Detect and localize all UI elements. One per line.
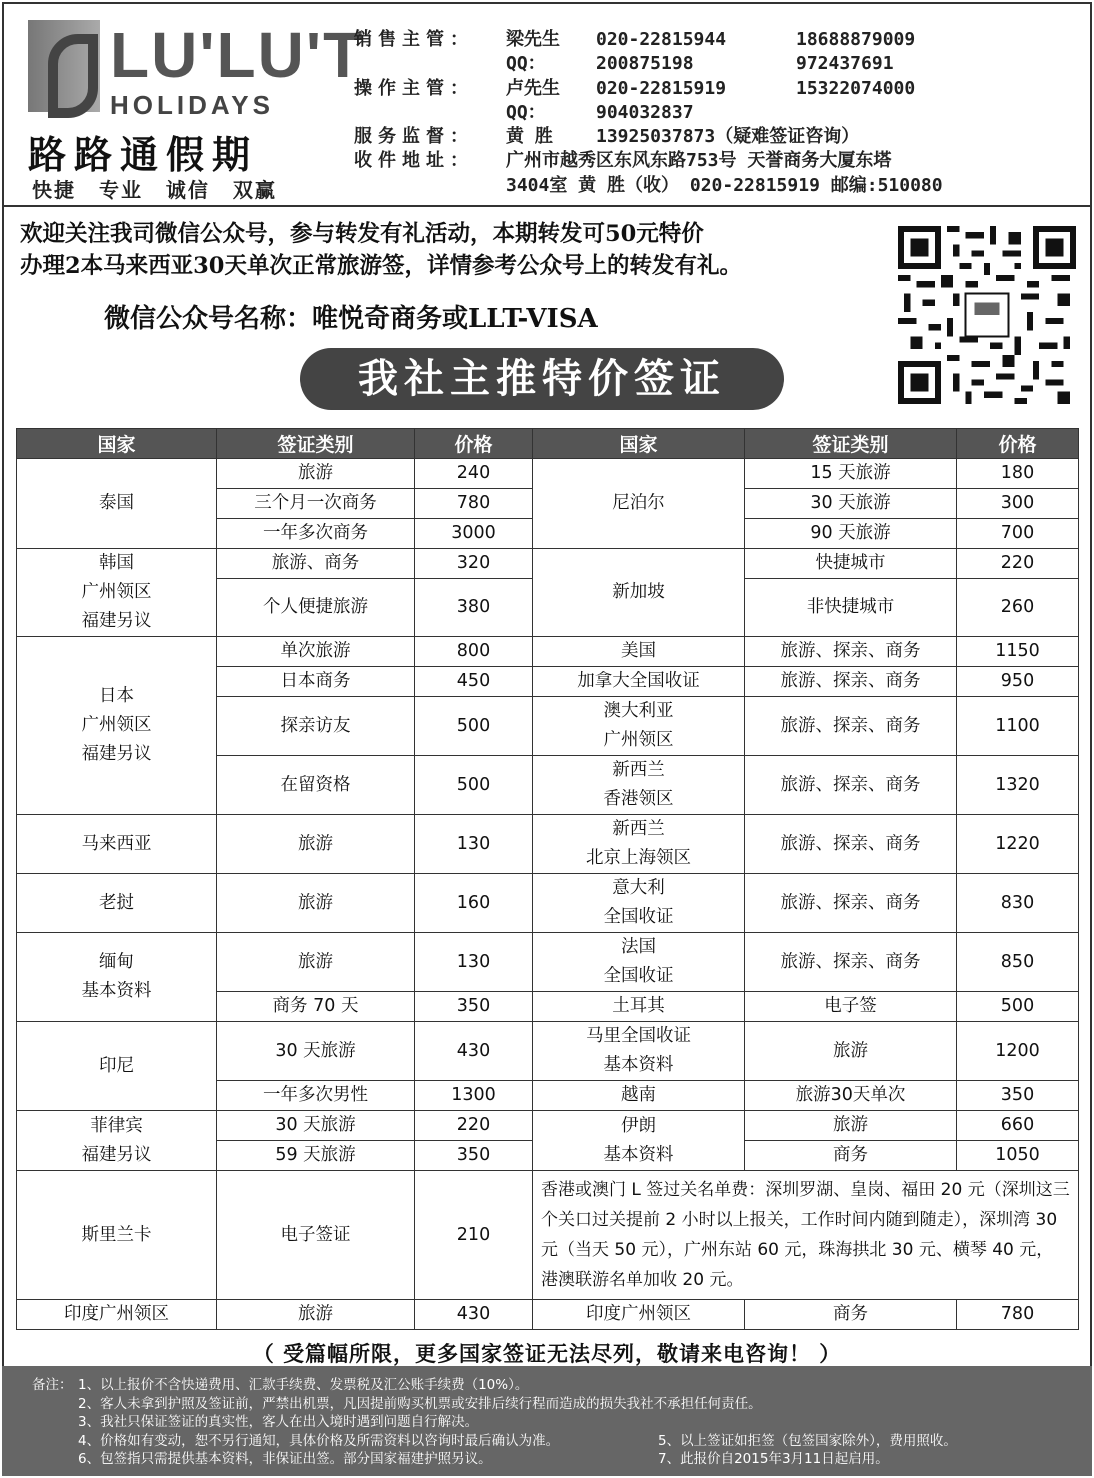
price-cell: 220 (957, 549, 1079, 579)
price-cell: 1320 (957, 756, 1079, 815)
country-cell: 意大利 全国收证 (533, 874, 745, 933)
contact-key: 销售主管： (354, 29, 474, 50)
visa-type-cell: 探亲访友 (217, 697, 415, 756)
country-cell: 美国 (533, 637, 745, 667)
visa-type-cell: 59 天旅游 (217, 1141, 415, 1171)
price-cell: 780 (957, 1300, 1079, 1330)
price-cell: 800 (415, 637, 533, 667)
country-cell: 菲律宾 福建另议 (17, 1111, 217, 1171)
contact-name: 梁先生 (506, 29, 560, 50)
price-cell: 160 (415, 874, 533, 933)
price-cell: 500 (415, 697, 533, 756)
visa-type-cell: 旅游、探亲、商务 (745, 637, 957, 667)
table-row (17, 1300, 1079, 1330)
wechat-account-name: 微信公众号名称：唯悦奇商务或LLT-VISA (104, 304, 598, 334)
remark-item: 7、此报价自2015年3月11日起启用。 (658, 1451, 889, 1467)
column-header: 价格 (415, 429, 533, 459)
contact-address: 3404室 黄 胜（收） 020-22815919 邮编:510080 (506, 174, 943, 196)
contact-row (354, 125, 1074, 149)
visa-type-cell: 旅游 (217, 815, 415, 874)
price-cell: 180 (957, 459, 1079, 489)
contact-address: 广州市越秀区东风东路753号 天誉商务大厦东塔 (506, 150, 892, 172)
remark-row (32, 1413, 1092, 1432)
visa-type-cell: 三个月一次商务 (217, 489, 415, 519)
contact-qq-label: QQ： (506, 53, 546, 75)
visa-type-cell: 商务 (745, 1141, 957, 1171)
contact-name: 黄 胜 (506, 126, 553, 148)
table-row (17, 459, 1079, 489)
price-cell: 1050 (957, 1141, 1079, 1171)
visa-type-cell: 旅游、商务 (217, 549, 415, 579)
price-cell: 500 (415, 756, 533, 815)
price-cell: 660 (957, 1111, 1079, 1141)
promo-text (20, 218, 742, 282)
brand-slogan: 快捷 专业 诚信 双赢 (32, 178, 277, 202)
contact-phone: 020-22815944 (596, 29, 727, 50)
remark-row (32, 1376, 1092, 1395)
price-cell: 350 (957, 1081, 1079, 1111)
visa-type-cell: 15 天旅游 (745, 459, 957, 489)
remark-item: 2、客人未拿到护照及签证前，严禁出机票，凡因提前购买机票或安排后续行程而造成的损失我社不承担任何责任。 (78, 1395, 762, 1412)
column-header: 签证类别 (745, 429, 957, 459)
country-cell: 尼泊尔 (533, 459, 745, 549)
contact-name: 卢先生 (506, 77, 560, 99)
contact-key: 服务监督： (354, 126, 474, 148)
remark-row (32, 1395, 1092, 1414)
visa-type-cell: 一年多次商务 (217, 519, 415, 549)
visa-type-cell: 旅游30天单次 (745, 1081, 957, 1111)
visa-type-cell: 30 天旅游 (217, 1111, 415, 1141)
visa-type-cell: 旅游 (217, 1300, 415, 1330)
visa-type-cell: 旅游 (217, 874, 415, 933)
visa-type-cell: 商务 (745, 1300, 957, 1330)
price-cell: 830 (957, 874, 1079, 933)
table-row (17, 1111, 1079, 1141)
price-cell: 700 (957, 519, 1079, 549)
price-cell: 780 (415, 489, 533, 519)
visa-type-cell: 非快捷城市 (745, 579, 957, 637)
remark-item: 1、以上报价不含快递费用、汇款手续费、发票税及汇公账手续费（10%）。 (78, 1377, 529, 1393)
promo-line: 欢迎关注我司微信公众号，参与转发有礼活动，本期转发可50元特价 (20, 221, 704, 247)
contact-key (354, 174, 506, 198)
price-cell: 130 (415, 933, 533, 992)
column-header: 价格 (957, 429, 1079, 459)
country-cell: 缅甸 基本资料 (17, 933, 217, 1022)
price-cell: 320 (415, 549, 533, 579)
country-cell: 日本 广州领区 福建另议 (17, 637, 217, 815)
contact-row (354, 52, 1074, 76)
table-row (17, 874, 1079, 933)
price-cell: 430 (415, 1022, 533, 1081)
visa-type-cell: 旅游、探亲、商务 (745, 933, 957, 992)
remark-row (32, 1450, 1092, 1469)
contact-key (354, 101, 506, 125)
contact-row (354, 149, 1074, 173)
contact-qq: 904032837 (596, 101, 694, 123)
contact-phone: 020-22815919 (596, 77, 727, 99)
contact-row (354, 28, 1074, 52)
visa-type-cell: 旅游、探亲、商务 (745, 667, 957, 697)
contact-key: 收件地址： (354, 150, 474, 172)
brand-name-cn: 路路通假期 (28, 132, 259, 177)
remark-item: 3、我社只保证签证的真实性，客人在出入境时遇到问题自行解决。 (78, 1414, 479, 1430)
country-cell: 马来西亚 (17, 815, 217, 874)
contact-key: 操作主管： (354, 77, 474, 99)
visa-type-cell: 快捷城市 (745, 549, 957, 579)
table-row (17, 1171, 1079, 1300)
visa-type-cell: 单次旅游 (217, 637, 415, 667)
visa-price-table (16, 428, 1079, 1330)
brand-logo-subtext: HOLIDAYS (110, 90, 274, 120)
country-cell: 新加坡 (533, 549, 745, 637)
price-cell: 220 (415, 1111, 533, 1141)
remark-row (32, 1432, 1092, 1451)
remark-item: 6、包签指只需提供基本资料，非保证出签。部分国家福建护照另议。 (78, 1451, 492, 1467)
visa-type-cell: 个人便捷旅游 (217, 579, 415, 637)
price-cell: 1200 (957, 1022, 1079, 1081)
price-cell: 240 (415, 459, 533, 489)
page-title: 我社主推特价签证 (300, 348, 784, 410)
price-cell: 1100 (957, 697, 1079, 756)
country-cell: 越南 (533, 1081, 745, 1111)
contact-phone: 13925037873（疑难签证咨询） (596, 126, 860, 148)
brand-logo-text: LU'LU'T (110, 19, 365, 91)
price-cell: 450 (415, 667, 533, 697)
company-logo (24, 16, 365, 202)
remarks-box (2, 1366, 1092, 1476)
remark-item: 4、价格如有变动，恕不另行通知，具体价格及所需资料以咨询时最后确认为准。 (78, 1432, 560, 1449)
country-cell: 印度广州领区 (17, 1300, 217, 1330)
contact-block (354, 28, 1074, 198)
table-header-row (17, 429, 1079, 459)
country-cell: 新西兰 香港领区 (533, 756, 745, 815)
country-cell: 印度广州领区 (533, 1300, 745, 1330)
price-cell: 500 (957, 992, 1079, 1022)
country-cell: 澳大利亚 广州领区 (533, 697, 745, 756)
price-cell: 1300 (415, 1081, 533, 1111)
visa-type-cell: 电子签 (745, 992, 957, 1022)
country-cell: 泰国 (17, 459, 217, 549)
country-cell: 韩国 广州领区 福建另议 (17, 549, 217, 637)
header-divider (2, 205, 1092, 207)
price-cell: 300 (957, 489, 1079, 519)
hk-macau-fee-note: 香港或澳门 L 签过关名单费：深圳罗湖、皇岗、福田 20 元（深圳这三个关口过关提前 2 小时以上报关，工作时间内随到随走），深圳湾 30 元（当天 50 元），广州东站 60 元，珠海拱北 30 元、横琴 40 元，港澳联游名单加收 20 元。 (533, 1171, 1079, 1300)
contact-qq: 200875198 (596, 53, 694, 75)
contact-qq: 972437691 (796, 53, 894, 75)
visa-type-cell: 旅游 (217, 933, 415, 992)
visa-type-cell: 旅游、探亲、商务 (745, 697, 957, 756)
contact-row (354, 101, 1074, 125)
price-cell: 1220 (957, 815, 1079, 874)
contact-row (354, 77, 1074, 101)
contact-key (354, 52, 506, 76)
table-row (17, 815, 1079, 874)
visa-type-cell: 在留资格 (217, 756, 415, 815)
column-header: 签证类别 (217, 429, 415, 459)
price-cell: 850 (957, 933, 1079, 992)
price-cell: 1150 (957, 637, 1079, 667)
country-cell: 马里全国收证 基本资料 (533, 1022, 745, 1081)
qr-code-icon[interactable] (898, 226, 1076, 404)
contact-qq-label: QQ： (506, 101, 546, 123)
visa-type-cell: 旅游、探亲、商务 (745, 815, 957, 874)
price-cell: 260 (957, 579, 1079, 637)
price-cell: 380 (415, 579, 533, 637)
country-cell: 土耳其 (533, 992, 745, 1022)
country-cell: 法国 全国收证 (533, 933, 745, 992)
promo-line: 办理2本马来西亚30天单次正常旅游签，详情参考公众号上的转发有礼。 (20, 253, 742, 279)
contact-mobile: 15322074000 (796, 77, 916, 99)
visa-type-cell: 90 天旅游 (745, 519, 957, 549)
country-cell: 印尼 (17, 1022, 217, 1111)
contact-mobile: 18688879009 (796, 29, 916, 50)
table-row (17, 637, 1079, 667)
visa-type-cell: 旅游 (217, 459, 415, 489)
table-row (17, 549, 1079, 579)
price-cell: 350 (415, 1141, 533, 1171)
visa-type-cell: 日本商务 (217, 667, 415, 697)
more-countries-note: （ 受篇幅所限，更多国家签证无法尽列，敬请来电咨询！ ） (252, 1342, 842, 1366)
price-cell: 350 (415, 992, 533, 1022)
table-row (17, 933, 1079, 992)
remarks-label: 备注： (32, 1377, 73, 1393)
country-cell: 斯里兰卡 (17, 1171, 217, 1300)
visa-type-cell: 30 天旅游 (745, 489, 957, 519)
contact-row (354, 174, 1074, 198)
visa-type-cell: 旅游、探亲、商务 (745, 874, 957, 933)
column-header: 国家 (533, 429, 745, 459)
price-cell: 3000 (415, 519, 533, 549)
country-cell: 老挝 (17, 874, 217, 933)
visa-type-cell: 电子签证 (217, 1171, 415, 1300)
visa-type-cell: 旅游、探亲、商务 (745, 756, 957, 815)
country-cell: 加拿大全国收证 (533, 667, 745, 697)
price-cell: 950 (957, 667, 1079, 697)
column-header: 国家 (17, 429, 217, 459)
price-cell: 130 (415, 815, 533, 874)
visa-type-cell: 旅游 (745, 1022, 957, 1081)
visa-type-cell: 一年多次男性 (217, 1081, 415, 1111)
visa-type-cell: 商务 70 天 (217, 992, 415, 1022)
price-cell: 210 (415, 1171, 533, 1300)
visa-type-cell: 旅游 (745, 1111, 957, 1141)
visa-type-cell: 30 天旅游 (217, 1022, 415, 1081)
remark-item: 5、以上签证如拒签（包签国家除外），费用照收。 (658, 1432, 957, 1449)
country-cell: 新西兰 北京上海领区 (533, 815, 745, 874)
price-cell: 430 (415, 1300, 533, 1330)
country-cell: 伊朗 基本资料 (533, 1111, 745, 1171)
logo-mark-icon (28, 20, 100, 112)
table-row (17, 1022, 1079, 1081)
